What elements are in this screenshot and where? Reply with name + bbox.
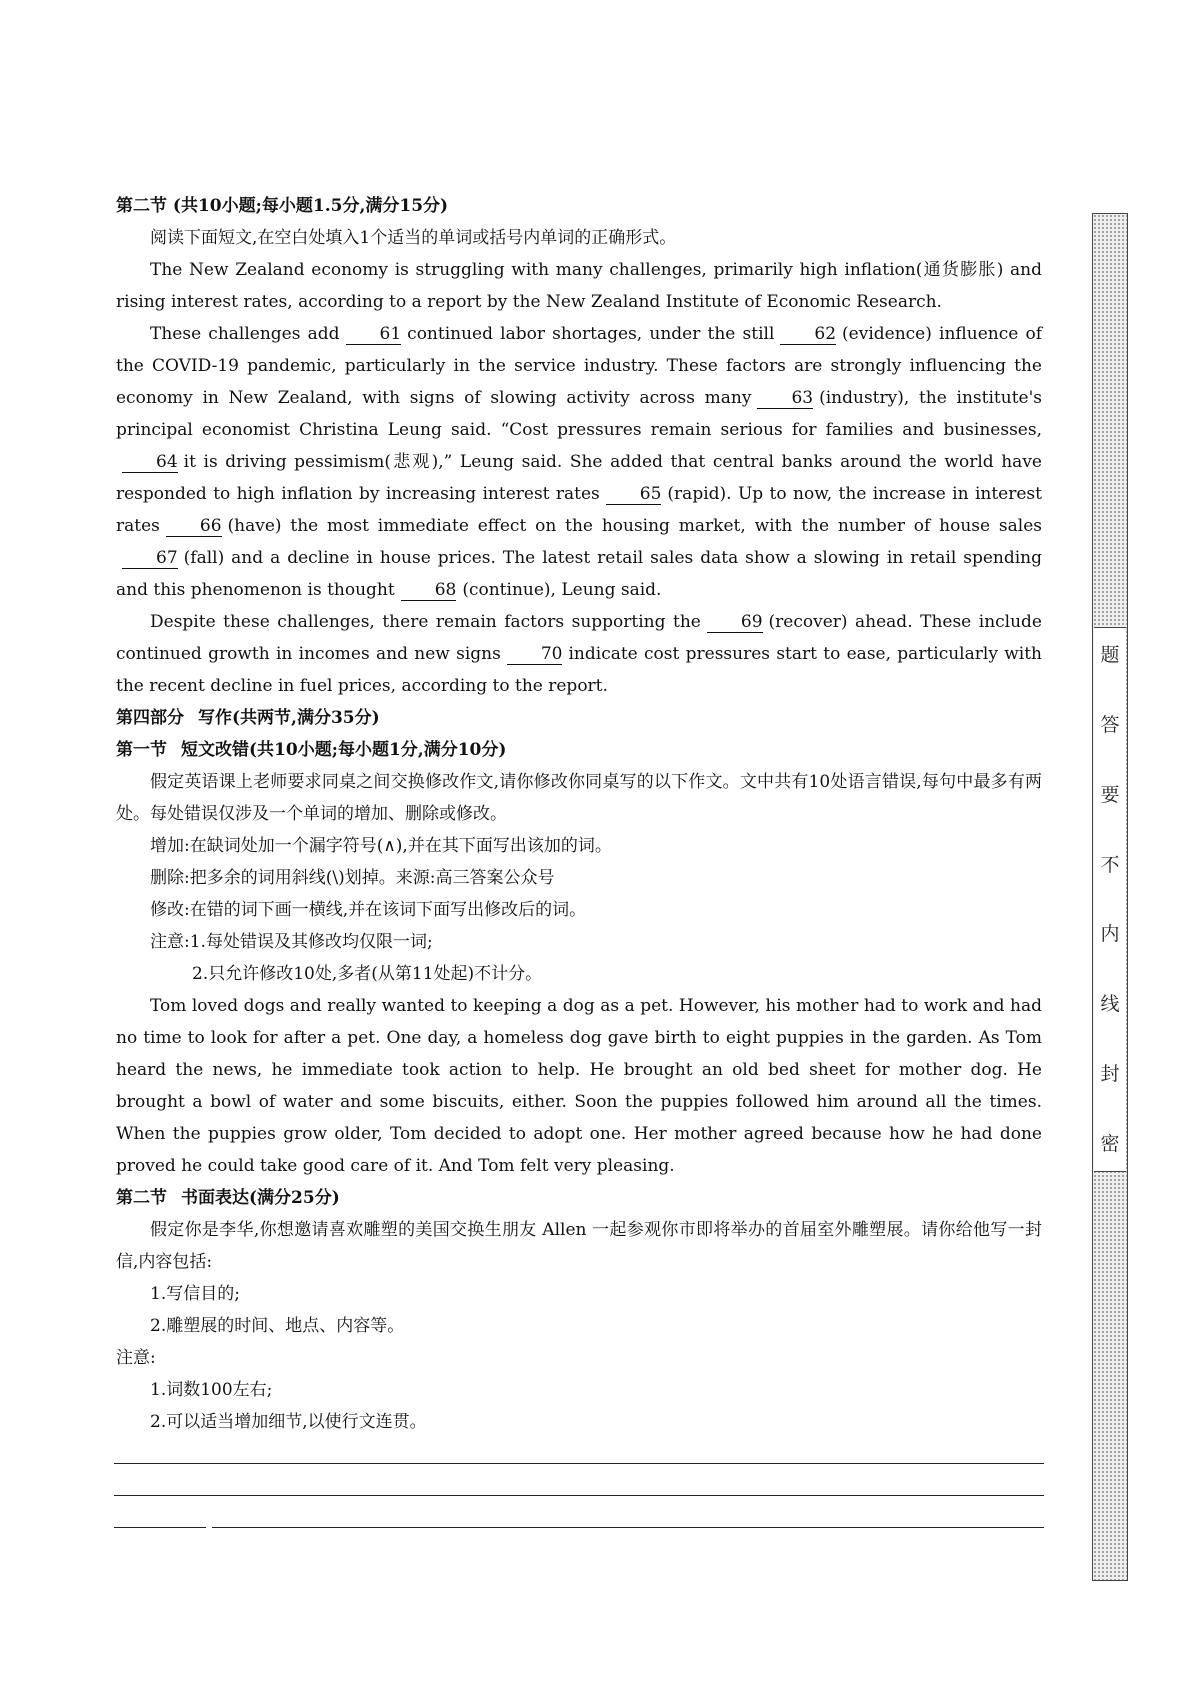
exam-content: [116, 190, 1042, 1438]
writing-prompt: 假定你是李华,你想邀请喜欢雕塑的美国交换生朋友 Allen 一起参观你市即将举办的首届室外雕塑展。请你给他写一封信,内容包括:: [116, 1220, 1042, 1272]
blank-63: 63: [757, 388, 813, 409]
passage-text: Despite these challenges, there remain factors supporting the: [150, 612, 701, 632]
writing-note-2: 2.可以适当增加细节,以使行文连贯。: [150, 1412, 427, 1432]
blank-68: 68: [401, 580, 457, 601]
seal-char: 封: [1100, 1063, 1120, 1086]
seal-char: 答: [1100, 713, 1120, 736]
writing-title: 书面表达(满分25分): [181, 1188, 340, 1208]
seal-char: 不: [1100, 853, 1120, 876]
note-1: 注意:1.每处错误及其修改均仅限一词;: [150, 932, 433, 952]
passage-text: (have) the most immediate effect on the housing market, with the number of house sales: [227, 516, 1042, 536]
writing-heading: [116, 1182, 1042, 1214]
correction-passage: Tom loved dogs and really wanted to keeping a dog as a pet. However, his mother had to work and had no time to look for after a pet. One day, a homeless dog gave birth to eight puppies in the garden. As Tom heard the news, he immediate took action to help. He brought an old bed sheet for mother dog. He brought a bowl of water and some biscuits, either. Soon the puppies followed him around all the times. When the puppies grow older, Tom decided to adopt one. Her mother agreed because how he had done proved he could take good care of it. And Tom felt very pleasing.: [116, 996, 1042, 1176]
correction-label: 第一节: [116, 740, 167, 760]
answer-lines: [114, 1463, 1044, 1558]
seal-line-box: [1094, 627, 1126, 1172]
blank-65: 65: [606, 484, 662, 505]
passage-text: (industry), the institute's principal economist Christina Leung said. “Cost pressures remain serious for families and businesses,: [116, 388, 1042, 440]
writing-item-1: 1.写信目的;: [150, 1284, 240, 1304]
passage-text: continued labor shortages, under the still: [407, 324, 775, 344]
passage-text: These challenges add: [150, 324, 340, 344]
note-2: 2.只允许修改10处,多者(从第11处起)不计分。: [192, 964, 543, 984]
writing-note-1: 1.词数100左右;: [150, 1380, 273, 1400]
blank-70: 70: [507, 644, 563, 665]
passage-text: (rapid). Up to now, the increase in interest rates: [116, 484, 1042, 536]
part-title: 写作(共两节,满分35分): [198, 708, 380, 728]
blank-62: 62: [780, 324, 836, 345]
answer-line: [114, 1463, 1044, 1464]
passage-text: it is driving pessimism(悲观),” Leung said. She added that central banks around the world have responded to high inflation by increasing interest rates: [116, 452, 1042, 504]
seal-char: 题: [1100, 644, 1120, 666]
blank-66: 66: [166, 516, 222, 537]
passage-text: (fall) and a decline in house prices. The latest retail sales data show a slowing in retail spending and this phenomenon is thought: [116, 548, 1042, 600]
part-heading: [116, 702, 1042, 734]
writing-label: 第二节: [116, 1188, 167, 1208]
passage-text: indicate cost pressures start to ease, particularly with the recent decline in fuel prices, according to the report.: [116, 644, 1042, 696]
seal-char: 要: [1100, 783, 1120, 806]
rule-add: 增加:在缺词处加一个漏字符号(∧),并在其下面写出该加的词。: [150, 836, 612, 856]
answer-line: [114, 1495, 1044, 1496]
blank-69: 69: [707, 612, 763, 633]
rule-delete-text: 删除:把多余的词用斜线(\)划掉。: [150, 868, 396, 888]
part-label: 第四部分: [116, 708, 184, 728]
source-note: 来源:高三答案公众号: [395, 868, 555, 888]
seal-char: 线: [1100, 993, 1120, 1016]
blank-61: 61: [346, 324, 402, 345]
correction-instruction: 假定英语课上老师要求同桌之间交换修改作文,请你修改你同桌写的以下作文。文中共有10处语言错误,每句中最多有两处。每处错误仅涉及一个单词的增加、删除或修改。: [116, 772, 1042, 824]
blank-64: 64: [122, 452, 178, 473]
correction-title: 短文改错(共10小题;每小题1分,满分10分): [181, 740, 507, 760]
writing-item-2: 2.雕塑展的时间、地点、内容等。: [150, 1316, 405, 1336]
passage-text: (continue), Leung said.: [462, 580, 662, 600]
rule-delete: [116, 862, 1042, 894]
passage-paragraph-2: [116, 318, 1042, 606]
seal-char: 内: [1100, 923, 1120, 946]
passage-paragraph-1: The New Zealand economy is struggling with many challenges, primarily high inflation(通货膨胀) and rising interest rates, according to a report by the New Zealand Institute of Economic Research.: [116, 260, 1042, 312]
rule-modify: 修改:在错的词下画一横线,并在该词下面写出修改后的词。: [150, 900, 587, 920]
passage-text: (evidence) influence of the COVID-19 pandemic, particularly in the service industry. These factors are strongly influencing the economy in New Zealand, with signs of slowing activity across many: [116, 324, 1042, 408]
writing-note-label: 注意:: [116, 1348, 156, 1368]
seal-char: 密: [1100, 1132, 1120, 1155]
correction-heading: [116, 734, 1042, 766]
section-instruction: 阅读下面短文,在空白处填入1个适当的单词或括号内单词的正确形式。: [150, 228, 677, 248]
section-heading: 第二节 (共10小题;每小题1.5分,满分15分): [116, 196, 449, 216]
passage-paragraph-3: [116, 606, 1042, 702]
blank-67: 67: [122, 548, 178, 569]
passage-text: (recover) ahead. These include continued growth in incomes and new signs: [116, 612, 1042, 664]
